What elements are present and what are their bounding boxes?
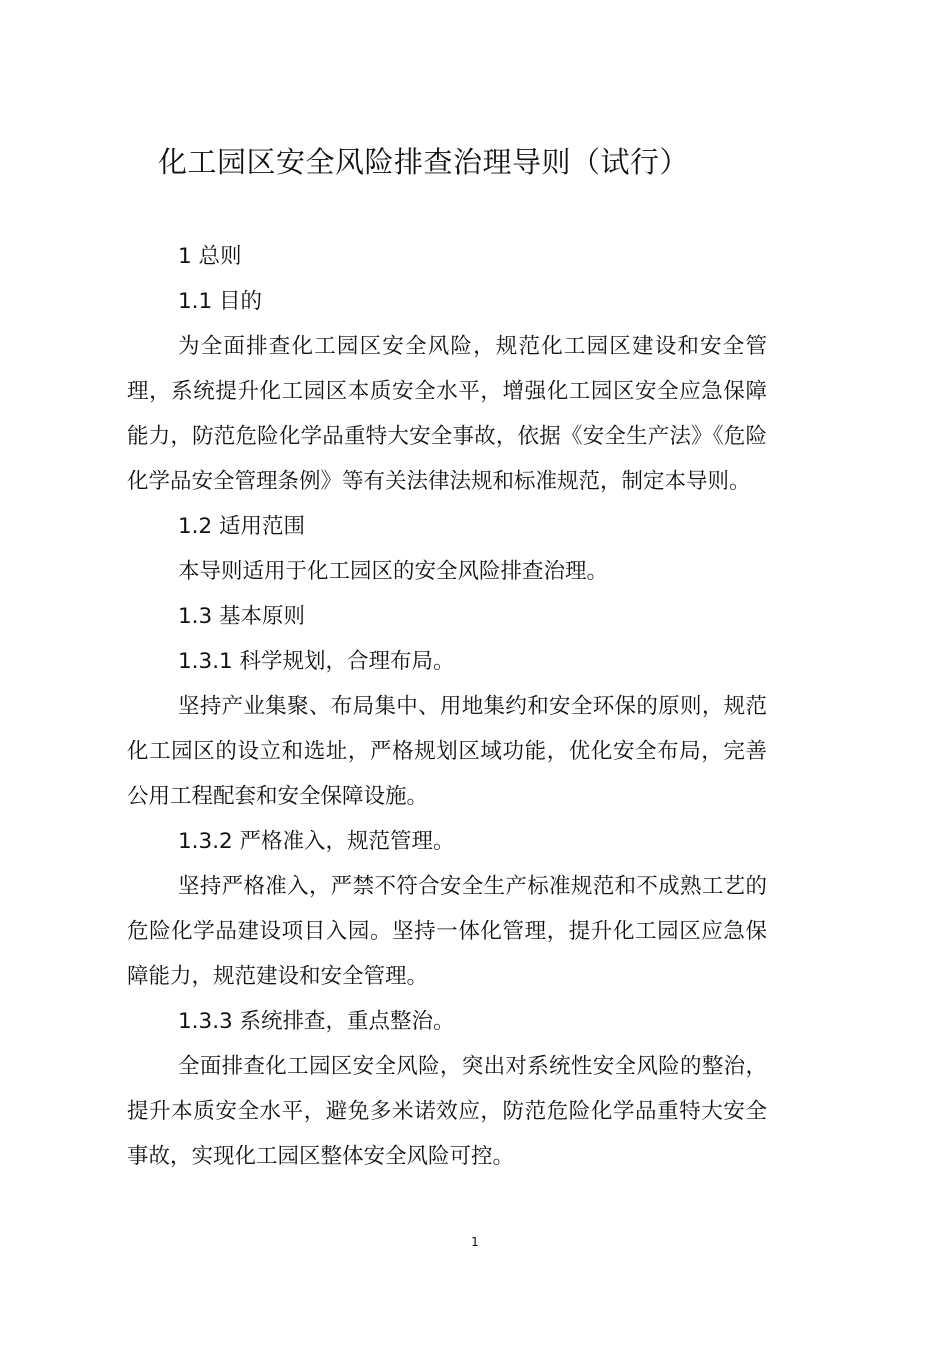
paragraph-scope: 本导则适用于化工园区的安全风险排查治理。: [178, 559, 609, 584]
section-heading-general: 1 总则: [178, 244, 242, 269]
section-heading-access: 1.3.2 严格准入，规范管理。: [178, 829, 455, 854]
section-heading-principles: 1.3 基本原则: [178, 604, 306, 629]
section-heading-purpose: 1.1 目的: [178, 289, 263, 314]
document-body: [127, 234, 767, 1179]
section-heading-planning: 1.3.1 科学规划，合理布局。: [178, 649, 455, 674]
paragraph-planning: 坚持产业集聚、布局集中、用地集约和安全环保的原则，规范化工园区的设立和选址，严格规划区域功能，优化安全布局，完善公用工程配套和安全保障设施。: [127, 694, 767, 809]
paragraph-access: 坚持严格准入，严禁不符合安全生产标准规范和不成熟工艺的危险化学品建设项目入园。坚持一体化管理，提升化工园区应急保障能力，规范建设和安全管理。: [127, 874, 767, 989]
paragraph-inspection: 全面排查化工园区安全风险，突出对系统性安全风险的整治，提升本质安全水平，避免多米诺效应，防范危险化学品重特大安全事故，实现化工园区整体安全风险可控。: [127, 1054, 767, 1169]
paragraph-purpose: 为全面排查化工园区安全风险，规范化工园区建设和安全管理，系统提升化工园区本质安全水平，增强化工园区安全应急保障能力，防范危险化学品重特大安全事故，依据《安全生产法》《危险化学品安全管理条例》等有关法律法规和标准规范，制定本导则。: [127, 334, 767, 494]
document-title: 化工园区安全风险排查治理导则（试行）: [158, 145, 690, 179]
page-number: 1: [471, 1235, 479, 1249]
section-heading-scope: 1.2 适用范围: [178, 514, 306, 539]
section-heading-inspection: 1.3.3 系统排查，重点整治。: [178, 1009, 455, 1034]
